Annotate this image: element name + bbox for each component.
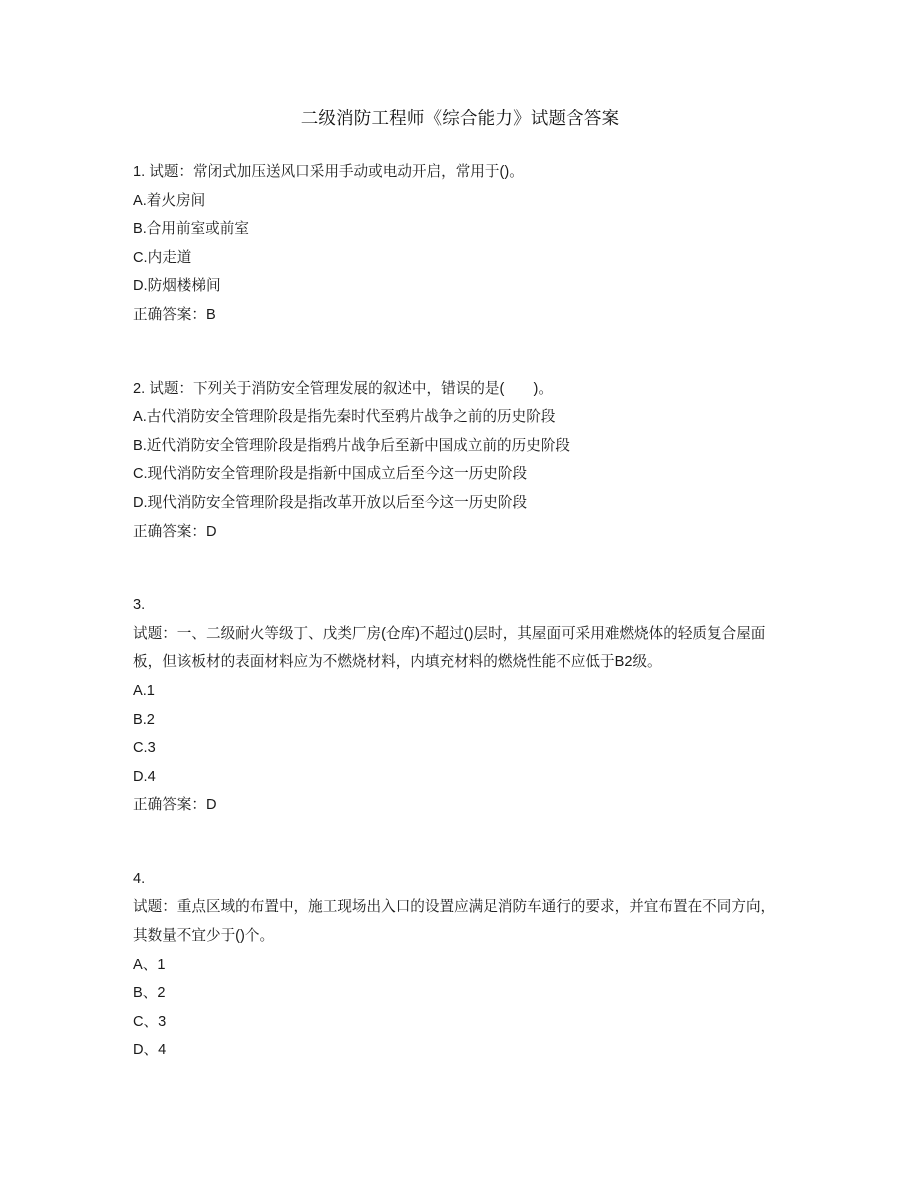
question-number: 3. xyxy=(133,597,146,614)
correct-answer: 正确答案：D xyxy=(133,523,217,540)
question-option: A.古代消防安全管理阶段是指先秦时代至鸦片战争之前的历史阶段 xyxy=(133,409,556,426)
question-option: C.内走道 xyxy=(133,249,192,266)
correct-answer: 正确答案：B xyxy=(133,306,216,323)
question-option: D.4 xyxy=(133,768,156,785)
question-option: C.现代消防安全管理阶段是指新中国成立后至今这一历史阶段 xyxy=(133,466,528,483)
question-option: A、1 xyxy=(133,956,166,973)
question-option: B、2 xyxy=(133,985,166,1002)
question-stem: 试题：一、二级耐火等级丁、戊类厂房(仓库)不超过()层时，其屋面可采用难燃烧体的轻质复合屋面板，但该板材的表面材料应为不燃烧材料，内填充材料的燃烧性能不应低于B2级。 xyxy=(133,625,766,671)
question-option: B.近代消防安全管理阶段是指鸦片战争后至新中国成立前的历史阶段 xyxy=(133,437,571,454)
correct-answer: 正确答案：D xyxy=(133,797,217,814)
question-list xyxy=(133,158,789,1065)
question-option: D、4 xyxy=(133,1042,167,1059)
question-option: B.2 xyxy=(133,711,155,728)
page-title: 二级消防工程师《综合能力》试题含答案 xyxy=(300,108,620,128)
question-block xyxy=(133,865,789,1065)
question-stem: 1. 试题：常闭式加压送风口采用手动或电动开启，常用于()。 xyxy=(133,164,524,180)
question-option: D.防烟楼梯间 xyxy=(133,278,221,295)
question-option: D.现代消防安全管理阶段是指改革开放以后至今这一历史阶段 xyxy=(133,494,528,511)
question-block xyxy=(133,375,789,547)
question-stem: 2. 试题：下列关于消防安全管理发展的叙述中，错误的是( )。 xyxy=(133,380,553,397)
question-option: C、3 xyxy=(133,1013,167,1030)
question-block xyxy=(133,591,789,820)
question-block xyxy=(133,158,789,330)
question-option: C.3 xyxy=(133,740,156,757)
question-number: 4. xyxy=(133,870,146,887)
question-option: A.着火房间 xyxy=(133,192,206,209)
question-option: A.1 xyxy=(133,682,155,699)
question-stem: 试题：重点区域的布置中，施工现场出入口的设置应满足消防车通行的要求，并宜布置在不同方向，其数量不宜少于()个。 xyxy=(133,899,776,945)
question-option: B.合用前室或前室 xyxy=(133,221,249,238)
